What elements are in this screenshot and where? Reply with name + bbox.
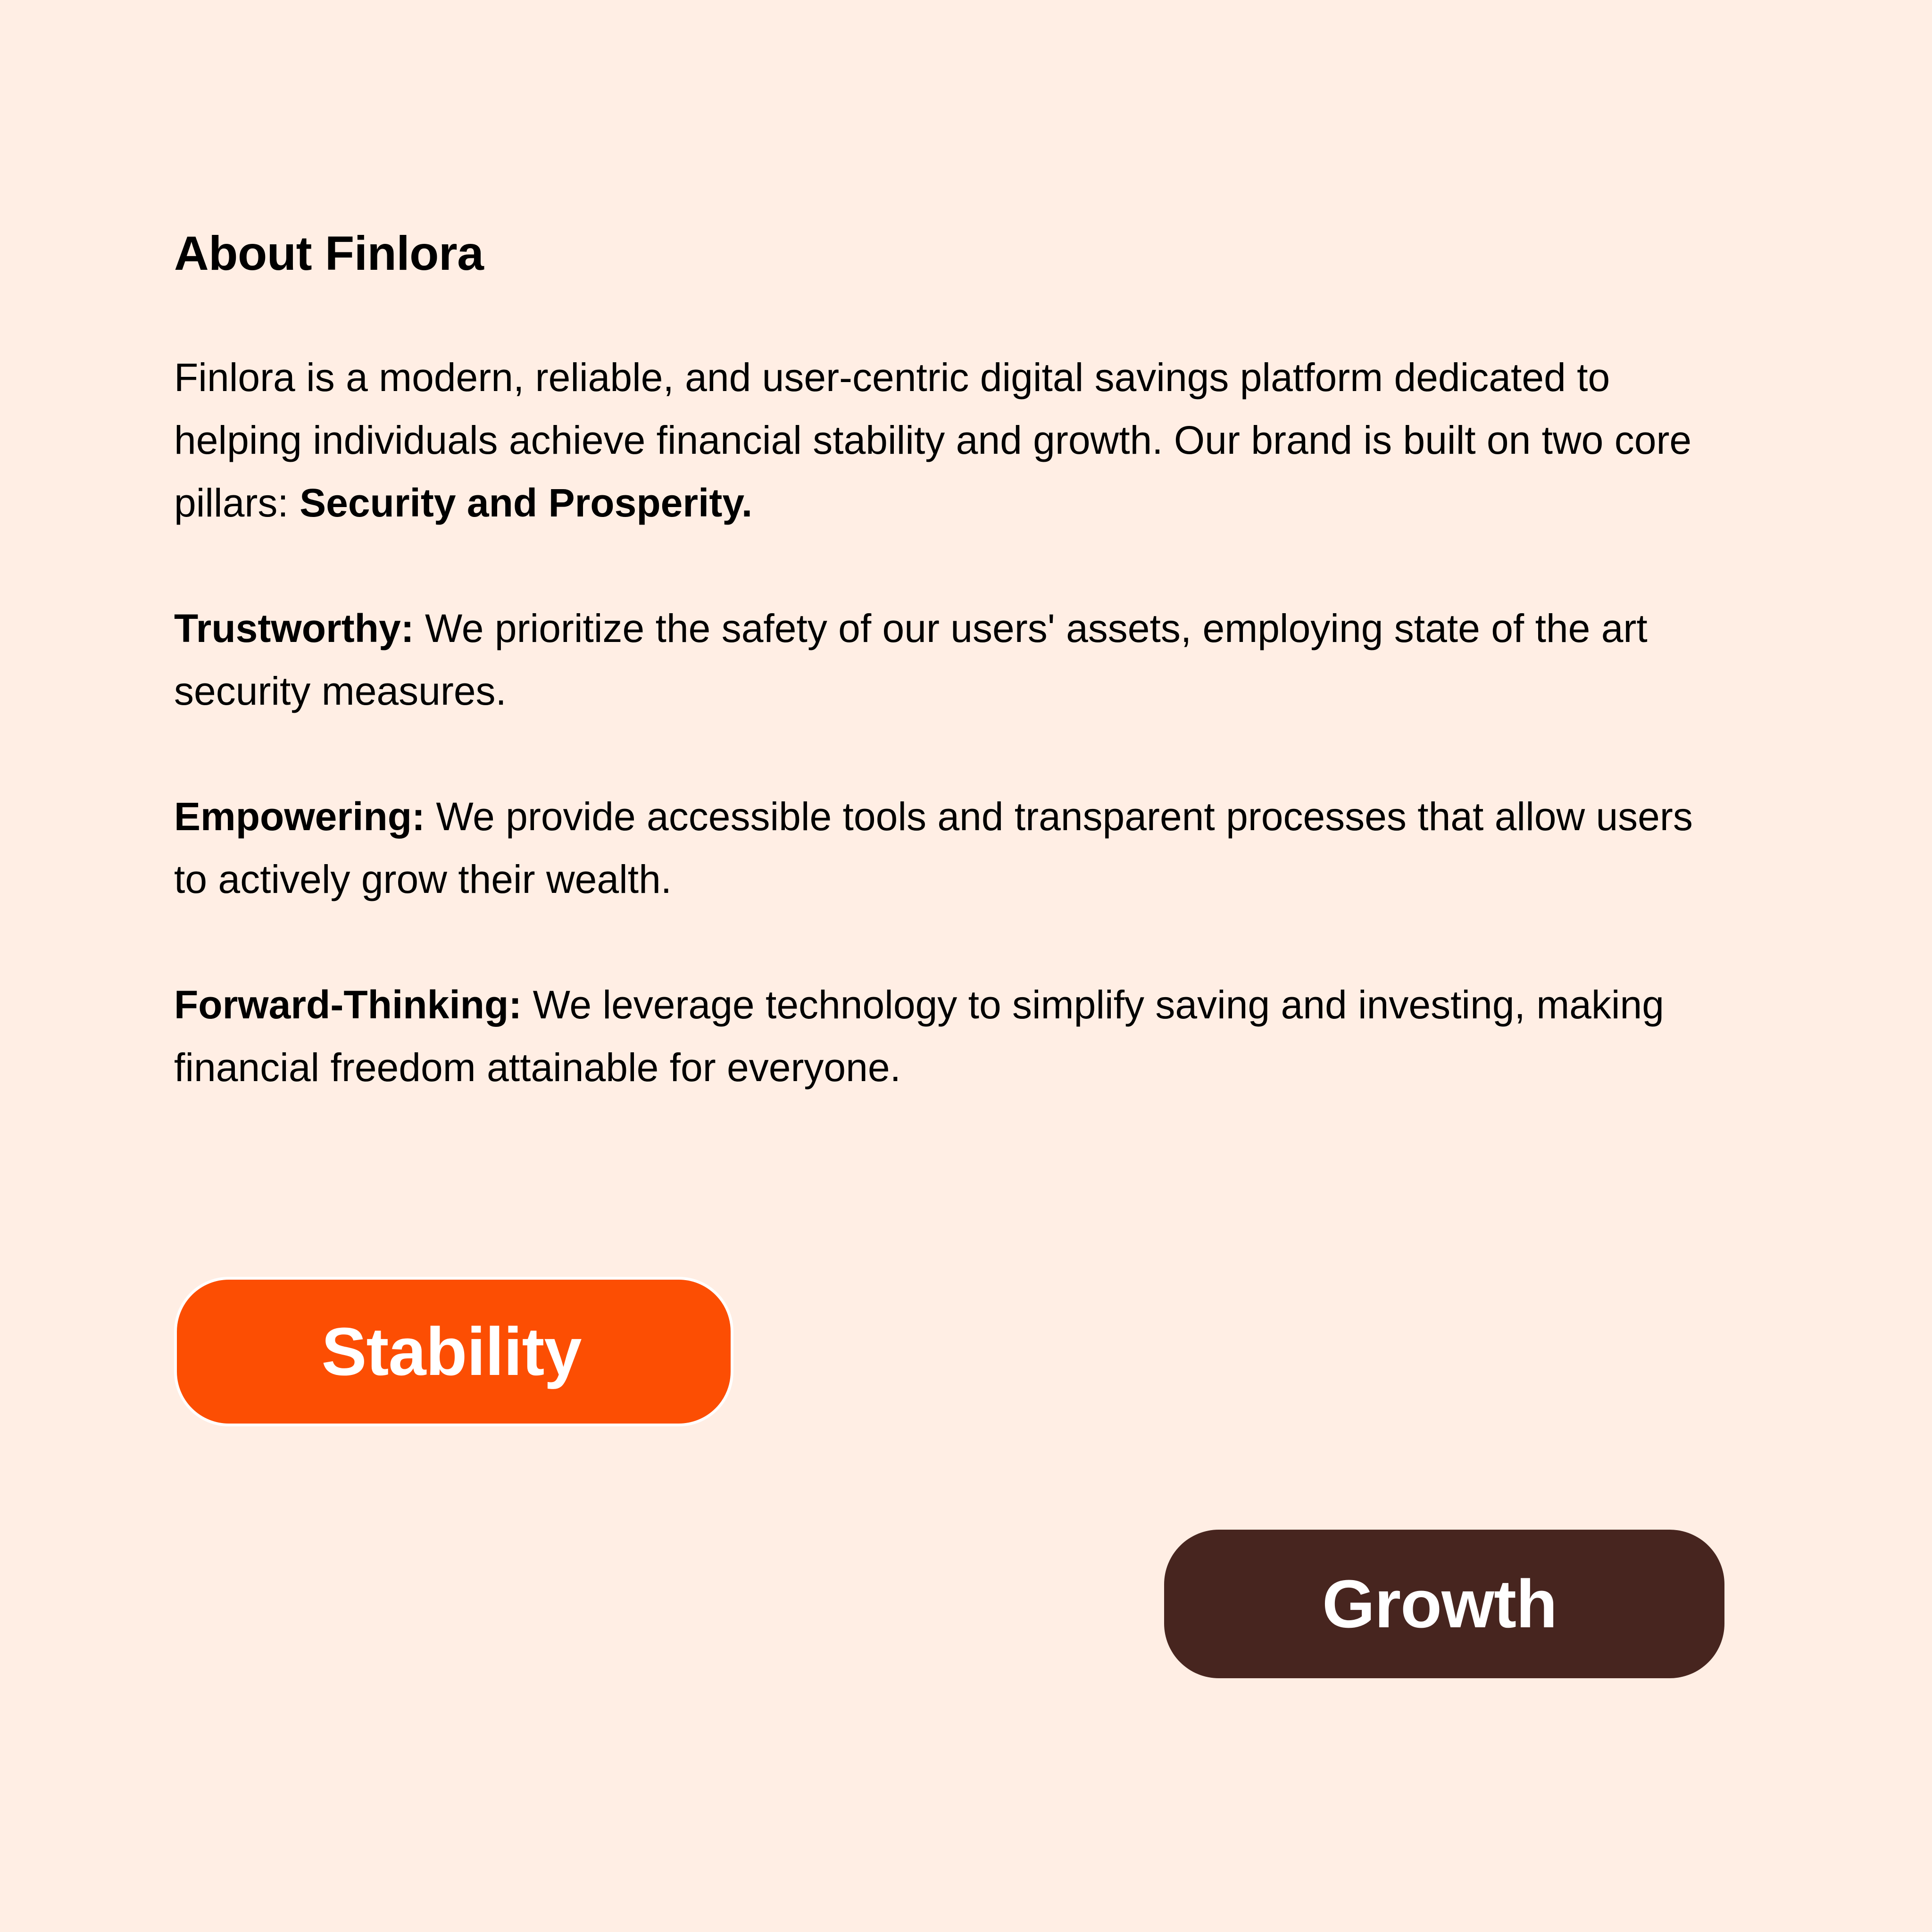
about-section — [174, 222, 1731, 1162]
intro-bold-text: Security and Prosperity. — [300, 481, 753, 525]
value-label: Trustworthy: — [174, 606, 414, 650]
value-empowering — [174, 785, 1731, 911]
growth-label: Growth — [1322, 1566, 1557, 1642]
growth-button[interactable] — [1164, 1530, 1724, 1678]
value-text: We leverage technology to simplify saving and investing, making financial freedom attainable for everyone. — [174, 983, 1664, 1090]
stability-button[interactable] — [174, 1277, 733, 1426]
intro-paragraph — [174, 346, 1731, 534]
page-title: About Finlora — [174, 226, 484, 280]
value-trustworthy — [174, 597, 1731, 723]
value-text: We prioritize the safety of our users' assets, employing state of the art security measures. — [174, 606, 1648, 713]
value-text: We provide accessible tools and transparent processes that allow users to actively grow their wealth. — [174, 794, 1693, 901]
intro-text: Finlora is a modern, reliable, and user-centric digital savings platform dedicated to helping individuals achieve financial stability and growth. Our brand is built on two core pillars: — [174, 355, 1692, 525]
value-forward-thinking — [174, 974, 1731, 1099]
stability-label: Stability — [321, 1313, 582, 1390]
value-label: Empowering: — [174, 794, 425, 839]
value-label: Forward-Thinking: — [174, 983, 522, 1027]
